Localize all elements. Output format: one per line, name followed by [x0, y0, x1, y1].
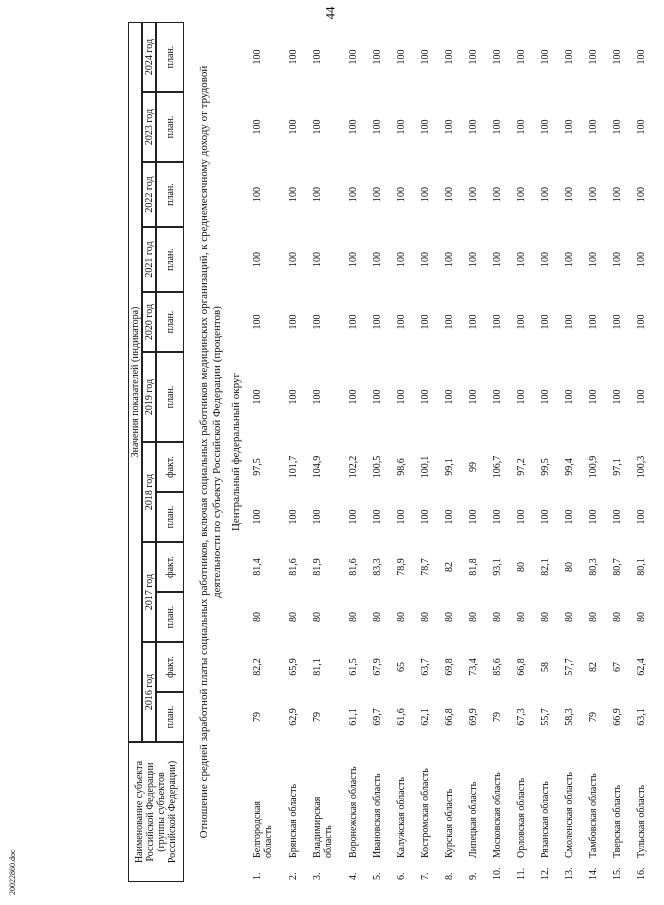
row-value: 100 [312, 49, 323, 65]
document-id: 20022860.doc [8, 849, 17, 895]
row-value: 80 [516, 612, 527, 622]
row-value: 100 [348, 509, 359, 525]
row-value: 100 [588, 49, 599, 65]
row-number: 11. [516, 867, 527, 880]
row-value: 78,9 [396, 558, 407, 576]
row-value: 100 [564, 119, 575, 135]
row-value: 100 [312, 187, 323, 202]
row-value: 100 [444, 49, 455, 65]
row-value: 82 [588, 662, 599, 672]
row-value: 66,9 [612, 708, 623, 726]
row-value: 100 [420, 389, 431, 405]
row-value: 100 [636, 314, 647, 330]
header-plan: план. [156, 692, 184, 742]
row-value: 99,5 [540, 458, 551, 476]
row-value: 100 [444, 119, 455, 135]
row-value: 99,4 [564, 458, 575, 476]
row-value: 106,7 [492, 455, 503, 479]
row-value: 83,3 [372, 558, 383, 576]
row-value: 80 [612, 612, 623, 622]
row-value: 97,2 [516, 458, 527, 476]
row-value: 100 [492, 252, 503, 267]
row-value: 80 [492, 612, 503, 622]
row-value: 82,1 [540, 558, 551, 576]
header-subject: Наименование субъекта Российской Федерации (группы субъектов Российской Федерации) [128, 742, 184, 882]
row-value: 55,7 [540, 708, 551, 726]
row-value: 80 [348, 612, 359, 622]
row-value: 100 [468, 509, 479, 525]
row-value: 62,9 [288, 708, 299, 726]
row-number: 5. [372, 872, 383, 880]
row-value: 100 [288, 509, 299, 525]
row-value: 100 [252, 187, 263, 202]
header-year: 2017 год [142, 542, 156, 642]
row-value: 100 [252, 509, 263, 525]
row-value: 78,7 [420, 558, 431, 576]
row-value: 100 [348, 314, 359, 330]
row-region-name: Рязанская область [540, 781, 551, 858]
header-plan: план. [156, 227, 184, 292]
row-value: 100 [588, 509, 599, 525]
row-value: 99,1 [444, 458, 455, 476]
row-value: 81,9 [312, 558, 323, 576]
row-value: 80 [540, 612, 551, 622]
row-value: 85,6 [492, 658, 503, 676]
row-value: 104,9 [312, 455, 323, 479]
row-value: 80,3 [588, 558, 599, 576]
row-region-name: Ивановская область [372, 773, 383, 858]
row-value: 100 [588, 252, 599, 267]
row-value: 100 [348, 187, 359, 202]
row-value: 100 [396, 49, 407, 65]
row-value: 100 [252, 49, 263, 65]
row-value: 101,7 [288, 455, 299, 479]
row-value: 100 [252, 252, 263, 267]
row-value: 79 [252, 712, 263, 722]
row-value: 100 [288, 187, 299, 202]
row-value: 93,1 [492, 558, 503, 576]
row-value: 100 [612, 252, 623, 267]
row-value: 100 [372, 509, 383, 525]
row-value: 82,2 [252, 658, 263, 676]
row-value: 100 [396, 389, 407, 405]
row-value: 62,1 [420, 708, 431, 726]
row-value: 97,1 [612, 458, 623, 476]
header-indicators: Значения показателей (индикатора) [128, 22, 142, 742]
row-value: 65 [396, 662, 407, 672]
row-value: 100 [636, 252, 647, 267]
row-value: 79 [492, 712, 503, 722]
row-value: 100 [588, 119, 599, 135]
row-value: 80,7 [612, 558, 623, 576]
row-value: 73,4 [468, 658, 479, 676]
row-value: 63,1 [636, 708, 647, 726]
row-value: 79 [588, 712, 599, 722]
row-value: 65,9 [288, 658, 299, 676]
district-heading: Центральный федеральный округ [230, 373, 242, 532]
row-value: 100 [612, 314, 623, 330]
row-value: 100 [636, 389, 647, 405]
row-region-name: Тверская область [612, 784, 623, 858]
row-value: 80 [444, 612, 455, 622]
row-value: 100 [420, 187, 431, 202]
row-region-name: Калужская область [396, 777, 407, 858]
row-value: 80 [516, 562, 527, 572]
row-value: 100 [312, 389, 323, 405]
row-value: 100 [348, 389, 359, 405]
row-region-name: Смоленская область [564, 772, 575, 858]
rotated-table-sheet [128, 22, 664, 882]
row-value: 81,8 [468, 558, 479, 576]
row-value: 100 [564, 509, 575, 525]
row-value: 100 [312, 252, 323, 267]
row-value: 100 [444, 509, 455, 525]
row-value: 66,8 [444, 708, 455, 726]
row-value: 100 [564, 389, 575, 405]
row-value: 100 [288, 49, 299, 65]
header-plan: план. [156, 92, 184, 162]
row-number: 1. [252, 872, 263, 880]
row-region-name: Тамбовская область [588, 773, 599, 858]
row-value: 100 [636, 49, 647, 65]
row-value: 100 [288, 119, 299, 135]
row-value: 100 [612, 389, 623, 405]
row-value: 100 [252, 314, 263, 330]
row-value: 82 [444, 562, 455, 572]
row-value: 100 [288, 389, 299, 405]
header-plan: план. [156, 492, 184, 542]
row-value: 67,9 [372, 658, 383, 676]
row-number: 15. [612, 867, 623, 880]
row-region-name: Московская область [492, 772, 503, 858]
header-fact: факт. [156, 542, 184, 592]
row-value: 100 [372, 389, 383, 405]
header-year: 2018 год [142, 442, 156, 542]
row-region-name: Костромская область [420, 768, 431, 858]
row-value: 80 [252, 612, 263, 622]
row-value: 100 [348, 49, 359, 65]
row-value: 100 [444, 187, 455, 202]
row-value: 69,8 [444, 658, 455, 676]
row-value: 100,1 [420, 455, 431, 479]
header-fact: факт. [156, 642, 184, 692]
row-value: 100 [372, 49, 383, 65]
header-year: 2022 год [142, 162, 156, 227]
row-value: 100 [468, 119, 479, 135]
row-value: 81,6 [288, 558, 299, 576]
row-value: 100 [612, 187, 623, 202]
row-value: 100 [588, 187, 599, 202]
row-value: 69,7 [372, 708, 383, 726]
row-number: 13. [564, 867, 575, 880]
row-value: 61,1 [348, 708, 359, 726]
row-value: 62,4 [636, 658, 647, 676]
row-value: 100 [312, 119, 323, 135]
header-plan: план. [156, 292, 184, 352]
row-value: 100 [636, 119, 647, 135]
row-value: 100 [492, 314, 503, 330]
row-value: 80 [288, 612, 299, 622]
row-value: 100 [312, 509, 323, 525]
row-value: 58,3 [564, 708, 575, 726]
row-value: 100 [468, 252, 479, 267]
row-value: 100 [564, 187, 575, 202]
row-value: 100 [396, 187, 407, 202]
row-number: 6. [396, 872, 407, 880]
page-number: 44 [322, 6, 337, 20]
row-value: 100 [516, 49, 527, 65]
row-value: 100 [444, 252, 455, 267]
row-value: 100 [420, 252, 431, 267]
row-number: 10. [492, 867, 503, 880]
row-value: 100 [540, 509, 551, 525]
row-value: 100 [492, 389, 503, 405]
row-value: 61,5 [348, 658, 359, 676]
row-number: 12. [540, 867, 551, 880]
row-value: 100 [420, 509, 431, 525]
row-number: 4. [348, 872, 359, 880]
row-value: 100 [396, 119, 407, 135]
row-value: 100 [396, 252, 407, 267]
row-value: 63,7 [420, 658, 431, 676]
section-title: Отношение средней заработной платы социальных работников, включая социальных работников медицинских организаций, к среднемесячному доходу от трудовой деятельности по субъекту Российской Федерации (процентов) [198, 65, 223, 839]
header-plan: план. [156, 592, 184, 642]
row-value: 100 [492, 119, 503, 135]
row-value: 80,1 [636, 558, 647, 576]
row-value: 80 [588, 612, 599, 622]
row-value: 100 [540, 314, 551, 330]
row-region-name: Брянская область [288, 783, 299, 858]
row-value: 81,1 [312, 658, 323, 676]
row-value: 100 [516, 119, 527, 135]
row-value: 100 [516, 509, 527, 525]
row-value: 100 [564, 314, 575, 330]
row-value: 100,9 [588, 455, 599, 479]
header-year: 2024 год [142, 22, 156, 92]
row-value: 100 [516, 314, 527, 330]
row-value: 100 [288, 252, 299, 267]
row-value: 100 [252, 389, 263, 405]
row-value: 81,6 [348, 558, 359, 576]
header-year: 2023 год [142, 92, 156, 162]
row-region-name: Липецкая область [468, 781, 479, 858]
row-value: 100,3 [636, 455, 647, 479]
row-value: 100 [288, 314, 299, 330]
row-value: 100 [252, 119, 263, 135]
row-value: 100 [492, 509, 503, 525]
row-value: 100 [420, 49, 431, 65]
row-value: 80 [420, 612, 431, 622]
row-value: 100 [516, 389, 527, 405]
row-value: 100 [444, 314, 455, 330]
row-value: 100 [612, 49, 623, 65]
row-value: 100 [516, 252, 527, 267]
row-region-name: Тульская область [636, 784, 647, 858]
row-value: 100 [588, 389, 599, 405]
row-value: 100 [564, 49, 575, 65]
row-value: 100 [396, 314, 407, 330]
row-value: 100,5 [372, 455, 383, 479]
header-fact: факт. [156, 442, 184, 492]
header-year: 2020 год [142, 292, 156, 352]
row-value: 100 [540, 252, 551, 267]
header-year: 2019 год [142, 352, 156, 442]
row-value: 100 [468, 389, 479, 405]
row-value: 100 [372, 314, 383, 330]
row-value: 69,9 [468, 708, 479, 726]
row-value: 58 [540, 662, 551, 672]
row-number: 2. [288, 872, 299, 880]
row-value: 100 [516, 187, 527, 202]
row-value: 100 [468, 187, 479, 202]
row-value: 67,3 [516, 708, 527, 726]
row-value: 100 [444, 389, 455, 405]
row-value: 81,4 [252, 558, 263, 576]
header-plan: план. [156, 162, 184, 227]
row-value: 80 [312, 612, 323, 622]
row-value: 57,7 [564, 658, 575, 676]
header-year: 2021 год [142, 227, 156, 292]
row-value: 80 [636, 612, 647, 622]
header-year: 2016 год [142, 642, 156, 742]
row-value: 67 [612, 662, 623, 672]
row-value: 80 [564, 612, 575, 622]
row-value: 79 [312, 712, 323, 722]
row-value: 100 [588, 314, 599, 330]
row-value: 100 [348, 119, 359, 135]
row-number: 16. [636, 867, 647, 880]
row-value: 80 [468, 612, 479, 622]
row-value: 100 [372, 252, 383, 267]
row-value: 100 [636, 509, 647, 525]
row-number: 7. [420, 872, 431, 880]
row-value: 98,6 [396, 458, 407, 476]
row-value: 80 [372, 612, 383, 622]
row-value: 100 [636, 187, 647, 202]
row-value: 80 [564, 562, 575, 572]
row-value: 80 [396, 612, 407, 622]
row-number: 14. [588, 867, 599, 880]
row-value: 100 [372, 119, 383, 135]
row-value: 66,8 [516, 658, 527, 676]
row-value: 100 [564, 252, 575, 267]
row-value: 100 [348, 252, 359, 267]
row-value: 100 [420, 119, 431, 135]
row-region-name: Орловская область [516, 777, 527, 858]
row-value: 100 [540, 389, 551, 405]
row-value: 100 [540, 119, 551, 135]
row-value: 99 [468, 462, 479, 472]
row-region-name: Белгородская область [252, 800, 274, 858]
row-value: 100 [420, 314, 431, 330]
row-value: 100 [492, 187, 503, 202]
row-value: 100 [540, 49, 551, 65]
row-value: 100 [468, 49, 479, 65]
row-number: 3. [312, 872, 323, 880]
row-value: 102,2 [348, 455, 359, 479]
row-region-name: Владимирская область [312, 796, 334, 858]
header-plan: план. [156, 352, 184, 442]
row-value: 100 [612, 119, 623, 135]
row-value: 100 [312, 314, 323, 330]
row-region-name: Воронежская область [348, 766, 359, 858]
header-plan: план. [156, 22, 184, 92]
row-value: 100 [612, 509, 623, 525]
row-number: 8. [444, 872, 455, 880]
row-region-name: Курская область [444, 788, 455, 858]
row-value: 100 [372, 187, 383, 202]
row-value: 100 [396, 509, 407, 525]
row-value: 61,6 [396, 708, 407, 726]
row-value: 100 [540, 187, 551, 202]
row-number: 9. [468, 872, 479, 880]
row-value: 100 [468, 314, 479, 330]
row-value: 97,5 [252, 458, 263, 476]
row-value: 100 [492, 49, 503, 65]
